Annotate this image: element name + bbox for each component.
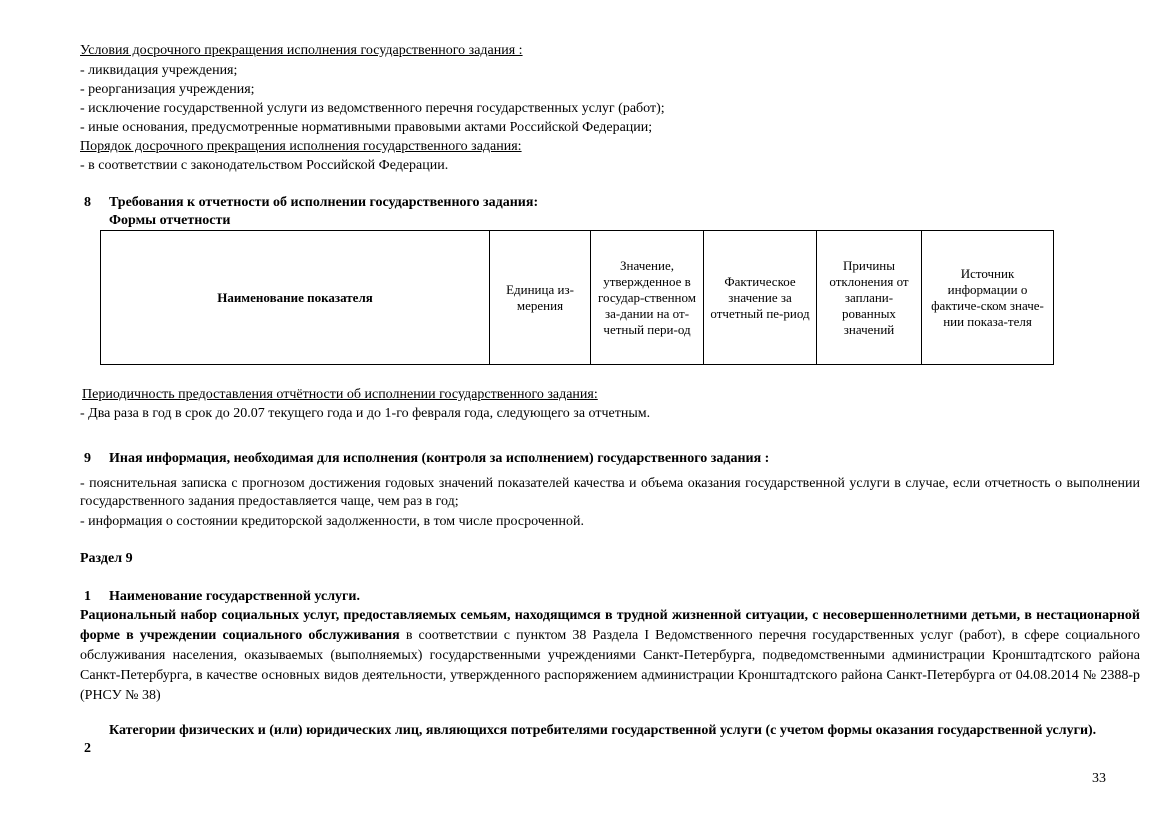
consumer-categories-label: Категории физических и (или) юридических лиц, являющихся потребителями государственной услуги (с учетом формы оказания государственной услуги). [109, 723, 1097, 738]
accounts-payable-item: - информация о состоянии кредиторской задолженности, в том числе просроченной. [80, 514, 584, 529]
service-name: Рациональный набор социальных услуг, предоставляемых семьям, находящимся в трудной жизненной ситуации, с несовершеннолетними детьми, в нестационарной форме в учреждении социального обслуживания [80, 608, 1140, 643]
item-2-number: 2 [84, 741, 91, 756]
reporting-forms-table [100, 230, 1054, 365]
service-name-label: Наименование государственной услуги. [109, 589, 360, 604]
explanatory-note-item: - пояснительная записка с прогнозом достижения годовых значений показателей качества и объема оказания государственной услуги в случае, если отчетность о выполнении государственного задания предоставляется чаще, чем раз в год; [80, 476, 1140, 509]
section-9-number: 9 [84, 451, 91, 466]
periodicity-item: - Два раза в год в срок до 20.07 текущего года и до 1-го февраля года, следующего за отчетным. [80, 406, 651, 421]
periodicity-heading: Периодичность предоставления отчётности об исполнении государственного задания: [82, 387, 598, 402]
part-heading: Раздел 9 [80, 551, 133, 566]
col-approved-value: Значение, утвержденное в государ-ственном за-дании на от-четный пери-од [591, 231, 704, 365]
list-item: - иные основания, предусмотренные нормативными правовыми актами Российской Федерации; [80, 120, 653, 135]
early-termination-heading: Условия досрочного прекращения исполнения государственного задания : [80, 43, 523, 58]
service-description [80, 606, 1140, 706]
col-info-source: Источник информации о фактиче-ском значе-нии показа-теля [922, 231, 1054, 365]
reporting-forms-label: Формы отчетности [109, 213, 231, 228]
termination-order-heading: Порядок досрочного прекращения исполнения государственного задания: [80, 139, 522, 154]
col-actual-value: Фактическое значение за отчетный пе-риод [704, 231, 817, 365]
col-deviation-reasons: Причины отклонения от заплани-рованных значений [817, 231, 922, 365]
section-8-title: Требования к отчетности об исполнении государственного задания: [109, 195, 539, 210]
section-8-number: 8 [84, 195, 91, 210]
item-1-number: 1 [84, 589, 91, 604]
col-indicator-name: Наименование показателя [101, 231, 490, 365]
termination-order-item: - в соответствии с законодательством Российской Федерации. [80, 158, 449, 173]
list-item: - реорганизация учреждения; [80, 82, 255, 97]
list-item: - ликвидация учреждения; [80, 63, 238, 78]
section-9-title: Иная информация, необходимая для исполнения (контроля за исполнением) государственного задания : [109, 451, 770, 466]
page-number: 33 [1092, 771, 1106, 786]
service-basis: в соответствии с пунктом 38 Раздела I Ведомственного перечня государственных услуг (работ), в сфере социального обслуживания населения, оказываемых (выполняемых) государственными учреждениями Санкт-Петербурга, подведомственными администрации Кронштадтского района Санкт-Петербурга, в качестве основных видов деятельности, утвержденного распоряжением администрации Кронштадтского района Санкт-Петербурга от 04.08.2014 № 2388-р (РНСУ № 38) [80, 628, 1140, 703]
list-item: - исключение государственной услуги из ведомственного перечня государственных услуг (работ); [80, 101, 665, 116]
col-unit: Единица из-мерения [490, 231, 591, 365]
